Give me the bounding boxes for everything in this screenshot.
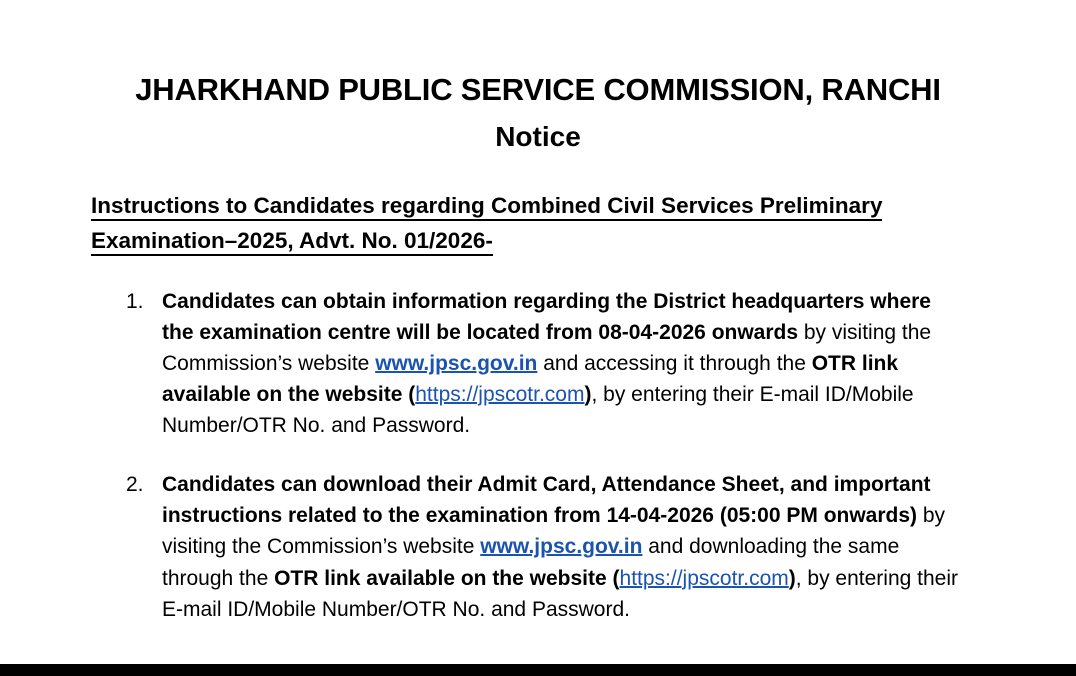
emphasis-text: Candidates can obtain information regarding the District headquarters where the examination centre will be located from 08-04-2026 onwards <box>162 289 931 344</box>
external-link[interactable]: www.jpsc.gov.in <box>480 535 643 559</box>
instructions-list <box>0 286 1076 625</box>
list-item-text <box>162 473 958 620</box>
list-item-marker: 1. <box>126 289 144 313</box>
page-subtitle: Notice <box>495 120 581 152</box>
instructions-heading-line-1: Instructions to Candidates regarding Combined Civil Services Preliminary <box>0 189 1076 224</box>
emphasis-text: ) <box>584 383 592 407</box>
external-link[interactable]: https://jpscotr.com <box>415 383 585 407</box>
body-text: , by entering their E-mail ID/Mobile Number/OTR No. and Password. <box>162 383 914 438</box>
body-text: by visiting the Commission’s website <box>162 321 932 376</box>
page-title: JHARKHAND PUBLIC SERVICE COMMISSION, RANCHI <box>135 72 941 107</box>
emphasis-text: ) <box>788 566 796 590</box>
emphasis-text: OTR link available on the website ( <box>162 352 899 407</box>
body-text: and downloading the same through the <box>162 535 900 590</box>
external-link[interactable]: https://jpscotr.com <box>619 566 789 590</box>
bottom-black-band <box>0 664 1076 676</box>
emphasis-text: Candidates can download their Admit Card, Attendance Sheet, and important instructions related to the examination from 14-04-2026 (05:00 PM onwards) <box>162 473 931 528</box>
list-item <box>0 469 1076 624</box>
body-text: , by entering their E-mail ID/Mobile Number/OTR No. and Password. <box>162 566 959 621</box>
instructions-heading <box>0 153 1076 259</box>
list-item-marker: 2. <box>126 473 144 497</box>
external-link[interactable]: www.jpsc.gov.in <box>375 352 538 376</box>
emphasis-text: OTR link available on the website ( <box>274 566 620 590</box>
body-text: by visiting the Commission’s website <box>162 504 946 559</box>
list-item <box>0 286 1076 441</box>
list-item-text <box>162 290 931 437</box>
instructions-heading-line-2: Examination–2025, Advt. No. 01/2026- <box>0 224 1076 259</box>
body-text: and accessing it through the <box>537 352 812 376</box>
